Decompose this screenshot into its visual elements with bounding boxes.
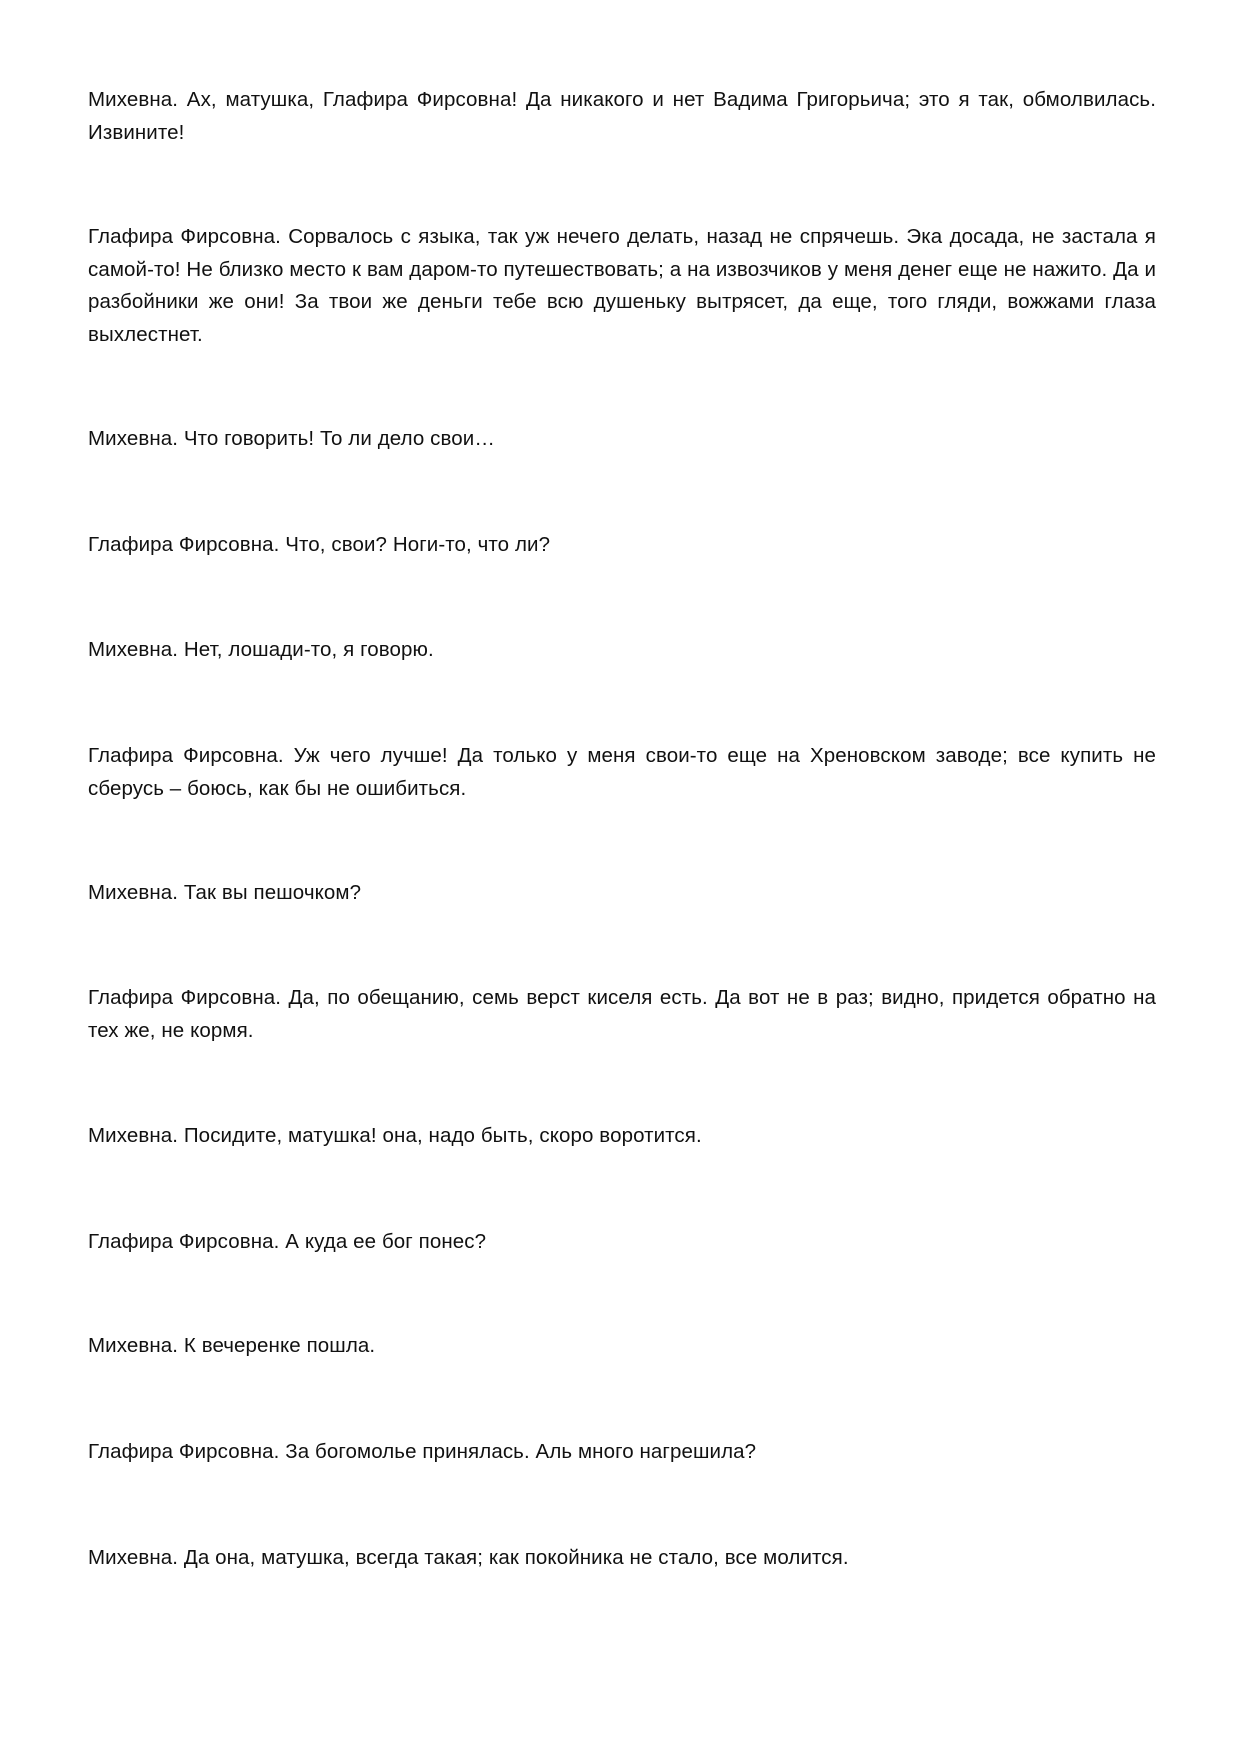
dialogue-paragraph: Глафира Фирсовна. Да, по обещанию, семь верст киселя есть. Да вот не в раз; видно, придется обратно на тех же, не кормя. (88, 986, 1156, 1042)
dialogue-paragraph: Михевна. Нет, лошади-то, я говорю. (88, 638, 434, 661)
dialogue-paragraph: Михевна. Да она, матушка, всегда такая; как покойника не стало, все молится. (88, 1546, 849, 1569)
dialogue-paragraph: Михевна. Так вы пешочком? (88, 881, 362, 904)
dialogue-paragraph: Глафира Фирсовна. Уж чего лучше! Да только у меня свои-то еще на Хреновском заводе; все купить не сберусь – боюсь, как бы не ошибиться. (88, 744, 1156, 800)
dialogue-paragraph: Глафира Фирсовна. Сорвалось с языка, так уж нечего делать, назад не спрячешь. Эка досада, не застала я самой-то! Не близко место к вам даром-то путешествовать; а на извозчиков у меня денег еще не нажито. Да и разбойники же они! За твои же деньги тебе всю душеньку вытрясет, да еще, того гляди, вожжами глаза выхлестнет. (88, 225, 1156, 346)
dialogue-paragraph: Михевна. Посидите, матушка! она, надо быть, скоро воротится. (88, 1124, 702, 1147)
dialogue-paragraph: Глафира Фирсовна. Что, свои? Ноги-то, что ли? (88, 533, 551, 556)
dialogue-paragraph: Глафира Фирсовна. А куда ее бог понес? (88, 1230, 487, 1253)
dialogue-paragraph: Глафира Фирсовна. За богомолье принялась. Аль много нагрешила? (88, 1440, 757, 1463)
dialogue-paragraph: Михевна. Что говорить! То ли дело свои… (88, 427, 495, 450)
dialogue-paragraph: Михевна. К вечеренке пошла. (88, 1334, 376, 1357)
dialogue-paragraph: Михевна. Ах, матушка, Глафира Фирсовна! Да никакого и нет Вадима Григорьича; это я так, обмолвилась. Извините! (88, 88, 1156, 144)
